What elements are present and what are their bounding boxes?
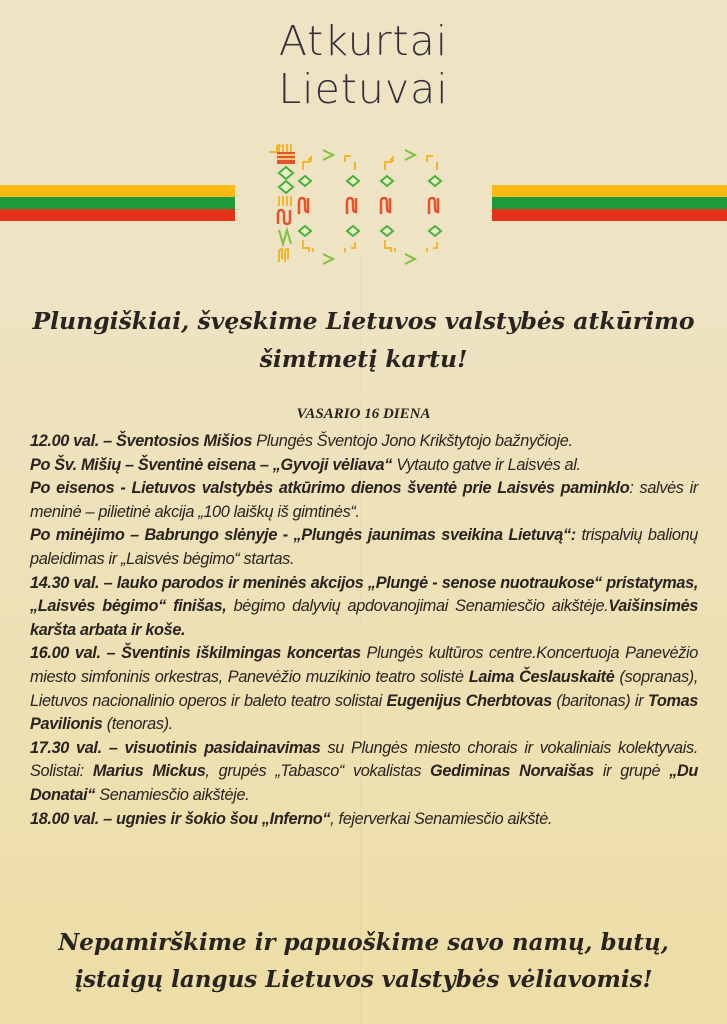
schedule-item-text: su Plungės miesto chorais ir vokaliniais kolektyvais. Solistai: [30, 738, 698, 781]
closing-line1: Nepamirškime ir papuoškime savo namų, butų, [58, 929, 669, 956]
headline [0, 302, 727, 378]
headline-line2: šimtmetį kartu! [259, 345, 468, 373]
schedule-item-highlight: 18.00 val. – ugnies ir šokio šou „Inferno“ [30, 809, 331, 828]
schedule-item-highlight: Po Šv. Mišių – Šventinė eisena – „Gyvoji vėliava“ [30, 455, 393, 474]
schedule-item [30, 430, 698, 454]
ornamental-100-icon [265, 140, 465, 268]
lithuanian-flag-stripes-right [492, 185, 727, 221]
schedule-item-highlight: Vaišinsimės karšta arbata ir koše. [30, 597, 698, 639]
schedule-item-text: , grupės „Tabasco“ vokalistas [205, 762, 431, 781]
flag-stripe-yellow [492, 185, 727, 197]
closing-appeal [0, 924, 727, 998]
schedule-item-text: : salvės ir meninė – pilietinė akcija „100 laiškų iš gimtinės“. [30, 479, 698, 521]
flag-stripe-green [0, 197, 235, 209]
schedule-item-highlight: Marius Mickus [92, 762, 206, 781]
schedule-item [30, 454, 698, 478]
flag-stripe-red [492, 209, 727, 221]
schedule-item [30, 524, 698, 571]
schedule-item-highlight: Gediminas Norvaišas [430, 762, 594, 781]
schedule-item-highlight: „Du Donatai“ [30, 762, 698, 804]
flag-stripe-green [492, 197, 727, 209]
digit-one [269, 144, 295, 262]
schedule-item-text: Vytauto gatve ir Laisvės al. [392, 455, 581, 474]
schedule-item-highlight: Po eisenos - Lietuvos valstybės atkūrimo dienos šventė prie Laisvės paminklo [30, 479, 630, 498]
schedule-item-highlight: 16.00 val. – Šventinis iškilmingas koncertas [30, 644, 361, 663]
schedule-item-highlight: Po minėjimo – Babrungo slėnyje - „Plungės jaunimas sveikina Lietuvą“: [30, 526, 576, 545]
schedule-item-highlight: Laima Česlauskaitė [468, 667, 615, 686]
schedule-item-text: Plungės kultūros centre.Koncertuoja Panevėžio miesto simfoninis orkestras, Panevėžio muzikinio teatro solistė [30, 644, 698, 686]
schedule-item [30, 737, 698, 808]
schedule-item-text: (baritonas) ir [551, 691, 648, 710]
flag-stripe-red [0, 209, 235, 221]
schedule-item-text: bėgimo dalyvių apdovanojimai Senamiesčio aikštėje. [226, 597, 609, 616]
flag-stripe-yellow [0, 185, 235, 197]
headline-line1: Plungiškiai, švęskime Lietuvos valstybės atkūrimo [32, 307, 695, 335]
schedule-item-highlight: 17.30 val. – visuotinis pasidainavimas [30, 738, 321, 757]
schedule-item-highlight: Eugenijus Cherbtovas [386, 691, 552, 710]
digit-zero-2 [381, 150, 441, 264]
schedule-item-highlight: 14.30 val. – lauko parodos ir meninės akcijos „Plungė - senose nuotraukose“ pristatymas, „Laisvės bėgimo“ finišas, [30, 573, 698, 616]
lithuanian-flag-stripes-left [0, 185, 235, 221]
schedule-item [30, 477, 698, 524]
schedule-item-text: Senamiesčio aikštėje. [95, 785, 250, 804]
schedule-item-text: trispalvių balionų paleidimas ir „Laisvės bėgimo“ startas. [30, 526, 698, 568]
digit-zero-1 [299, 150, 359, 264]
schedule-item-text: (sopranas), Lietuvos nacionalinio operos ir baleto teatro solistai [30, 667, 698, 710]
schedule-item-text: (tenoras). [102, 715, 173, 734]
closing-line2: įstaigų langus Lietuvos valstybės vėliavomis! [74, 966, 653, 993]
schedule-item [30, 572, 698, 643]
schedule-item [30, 808, 698, 832]
schedule-item-highlight: 12.00 val. – Šventosios Mišios [30, 432, 253, 450]
logo-title-line1: Atkurtai [278, 17, 449, 65]
event-schedule [30, 430, 698, 831]
schedule-item-text: Plungės Šventojo Jono Krikštytojo bažnyčioje. [252, 432, 573, 450]
schedule-item-text: , fejerverkai Senamiesčio aikštė. [330, 809, 553, 828]
logo-title-line2: Lietuvai [278, 65, 449, 113]
schedule-item-highlight: Tomas Pavilionis [30, 691, 698, 734]
schedule-item-text: ir grupė [593, 762, 670, 781]
date-heading: VASARIO 16 DIENA [296, 406, 431, 422]
schedule-item [30, 642, 698, 736]
